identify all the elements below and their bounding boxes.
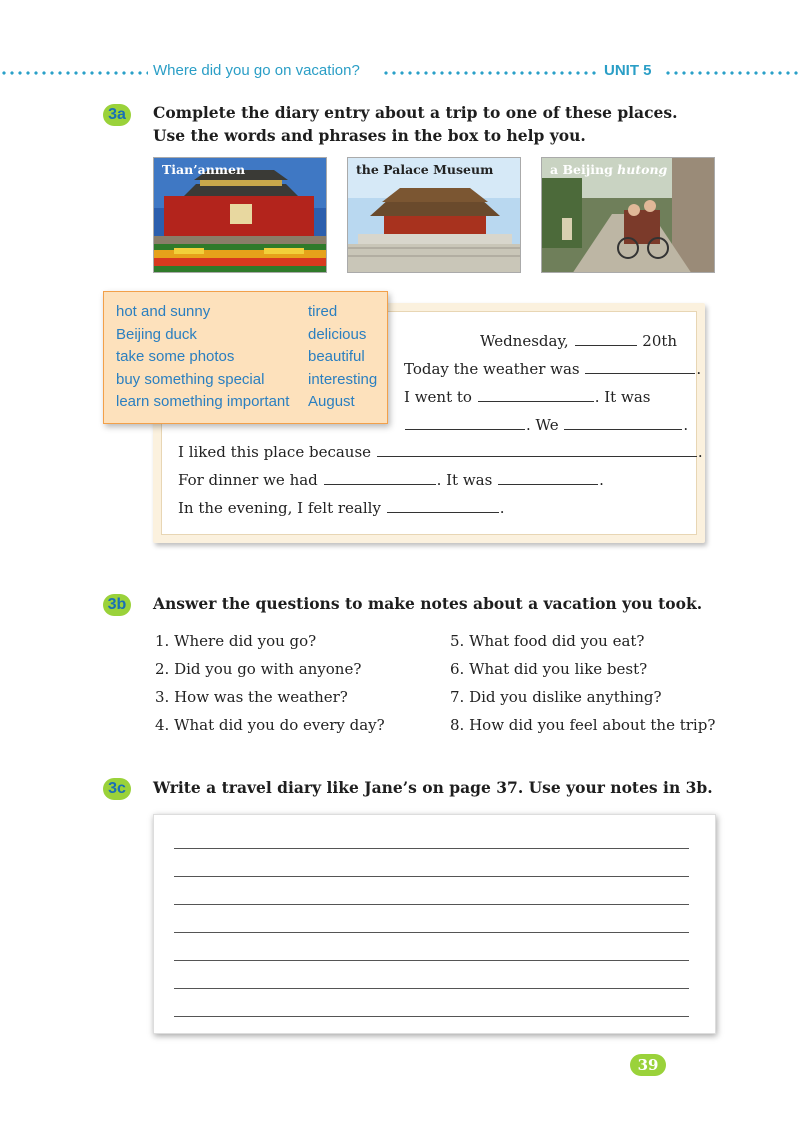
diary-dinner-end: . It was [436,471,493,489]
blank-reason[interactable] [377,443,697,457]
diary-weather-line [404,360,701,378]
photo-caption-palace-museum: the Palace Museum [356,162,494,177]
word-august: August [308,393,355,410]
question-7: 7. Did you dislike anything? [450,688,662,706]
word-beautiful: beautiful [308,348,365,365]
writing-line[interactable] [174,1016,689,1017]
word-interesting: interesting [308,371,378,388]
diary-we-line [404,416,688,434]
question-6: 6. What did you like best? [450,660,648,678]
question-5: 5. What food did you eat? [450,632,645,650]
page-header [0,60,800,84]
photo-tiananmen [153,157,327,273]
photo-caption-hutong-italic: hutong [617,162,668,177]
section-3c-instruction: Write a travel diary like Jane’s on page 37. Use your notes in 3b. [153,778,713,797]
blank-feeling[interactable] [387,499,499,513]
header-dots-middle [382,71,600,75]
diary-period: . [696,360,702,378]
word-hot-and-sunny: hot and sunny [116,303,211,320]
diary-period: . [697,443,703,461]
page-number: 39 [630,1054,666,1076]
header-dots-right [664,71,800,75]
word-delicious: delicious [308,326,367,343]
diary-weather-text: Today the weather was [404,360,580,378]
unit-label: UNIT 5 [604,62,652,79]
word-learn-something-important: learn something important [116,393,290,410]
blank-description[interactable] [405,416,525,430]
word-tired: tired [308,303,338,320]
diary-liked-text: I liked this place because [178,443,372,461]
diary-went-end: . It was [594,388,651,406]
question-2: 2. Did you go with anyone? [155,660,362,678]
word-buy-something-special: buy something special [116,371,265,388]
section-3b-instruction: Answer the questions to make notes about a vacation you took. [153,594,703,613]
photo-caption-tiananmen: Tian’anmen [162,162,246,177]
question-3: 3. How was the weather? [155,688,348,706]
blank-place[interactable] [478,388,594,402]
writing-line[interactable] [174,988,689,989]
writing-line[interactable] [174,848,689,849]
word-take-some-photos: take some photos [116,348,235,365]
blank-activity[interactable] [564,416,682,430]
section-3a-instruction-line1: Complete the diary entry about a trip to one of these places. [153,103,678,122]
word-box [103,291,388,424]
writing-line[interactable] [174,932,689,933]
blank-taste[interactable] [498,471,598,485]
diary-evening-text: In the evening, I felt really [178,499,381,517]
diary-date-suffix: 20th [642,332,678,350]
blank-dinner[interactable] [324,471,436,485]
photo-caption-hutong-prefix: a Beijing [550,162,618,177]
diary-period: . [683,416,689,434]
section-3b-badge: 3b [103,594,131,616]
header-title: Where did you go on vacation? [153,62,360,79]
photo-caption-hutong [550,162,667,177]
diary-we-text: . We [526,416,559,434]
blank-weather[interactable] [585,360,695,374]
header-dots-left [0,71,148,75]
diary-went-text: I went to [404,388,472,406]
diary-dinner-line [178,471,604,489]
photo-hutong [541,157,715,273]
diary-went-line [404,388,650,406]
diary-date-prefix: Wednesday, [480,332,569,350]
photo-palace-museum [347,157,521,273]
writing-line[interactable] [174,960,689,961]
diary-period: . [599,471,604,489]
writing-line[interactable] [174,876,689,877]
section-3a-instruction-line2: Use the words and phrases in the box to help you. [153,126,586,145]
blank-month[interactable] [575,332,637,346]
section-3c-badge: 3c [103,778,131,800]
word-beijing-duck: Beijing duck [116,326,197,343]
diary-dinner-text: For dinner we had [178,471,318,489]
writing-area[interactable] [153,814,716,1034]
writing-line[interactable] [174,904,689,905]
diary-date-line [480,332,677,350]
question-8: 8. How did you feel about the trip? [450,716,716,734]
section-3a-badge: 3a [103,104,131,126]
diary-evening-line [178,499,505,517]
question-1: 1. Where did you go? [155,632,317,650]
diary-liked-line [178,443,703,461]
question-4: 4. What did you do every day? [155,716,385,734]
diary-period: . [499,499,505,517]
